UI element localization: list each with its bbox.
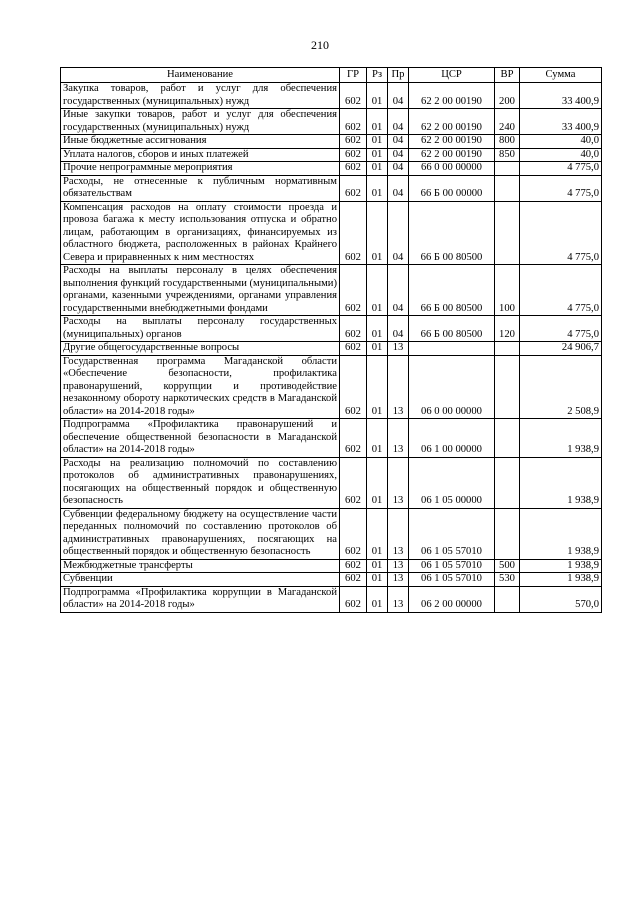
- cell-vr: 850: [495, 148, 520, 162]
- cell-sum: 24 906,7: [520, 342, 602, 356]
- cell-gr: 602: [340, 457, 367, 508]
- cell-csr: 06 1 00 00000: [409, 419, 495, 458]
- page-number: 210: [311, 38, 329, 52]
- cell-sum: 1 938,9: [520, 457, 602, 508]
- cell-pr: 04: [388, 175, 409, 201]
- cell-sum: 4 775,0: [520, 316, 602, 342]
- cell-sum: 4 775,0: [520, 175, 602, 201]
- cell-name: Расходы на выплаты персоналу в целях обеспечения выполнения функций государственными (муниципальными) органами, казенными учреждениями, органами управления государственными внебюджетными фондами: [61, 265, 340, 316]
- cell-csr: 66 Б 00 80500: [409, 316, 495, 342]
- cell-gr: 602: [340, 559, 367, 573]
- cell-sum: 1 938,9: [520, 508, 602, 559]
- cell-sum: 4 775,0: [520, 201, 602, 265]
- cell-vr: [495, 162, 520, 176]
- table-row: [61, 135, 602, 149]
- budget-table: [60, 67, 602, 613]
- cell-pr: 13: [388, 457, 409, 508]
- cell-gr: 602: [340, 265, 367, 316]
- table-row: [61, 457, 602, 508]
- cell-csr: 62 2 00 00190: [409, 83, 495, 109]
- cell-name: Расходы, не отнесенные к публичным нормативным обязательствам: [61, 175, 340, 201]
- cell-sum: 33 400,9: [520, 83, 602, 109]
- cell-vr: [495, 457, 520, 508]
- cell-vr: 500: [495, 559, 520, 573]
- cell-name: Уплата налогов, сборов и иных платежей: [61, 148, 340, 162]
- cell-vr: [495, 586, 520, 612]
- cell-rz: 01: [367, 265, 388, 316]
- cell-pr: 04: [388, 109, 409, 135]
- cell-rz: 01: [367, 419, 388, 458]
- cell-vr: 120: [495, 316, 520, 342]
- cell-pr: 13: [388, 342, 409, 356]
- cell-gr: 602: [340, 109, 367, 135]
- cell-name: Подпрограмма «Профилактика правонарушений и обеспечение общественной безопасности в Магаданской области» на 2014-2018 годы»: [61, 419, 340, 458]
- cell-rz: 01: [367, 586, 388, 612]
- cell-pr: 13: [388, 355, 409, 419]
- cell-csr: 06 1 05 57010: [409, 573, 495, 587]
- cell-sum: 4 775,0: [520, 265, 602, 316]
- cell-gr: 602: [340, 201, 367, 265]
- cell-gr: 602: [340, 175, 367, 201]
- cell-pr: 04: [388, 201, 409, 265]
- cell-sum: 2 508,9: [520, 355, 602, 419]
- cell-vr: 530: [495, 573, 520, 587]
- cell-csr: 66 0 00 00000: [409, 162, 495, 176]
- cell-gr: 602: [340, 355, 367, 419]
- cell-vr: [495, 342, 520, 356]
- cell-pr: 04: [388, 135, 409, 149]
- cell-gr: 602: [340, 573, 367, 587]
- cell-vr: [495, 355, 520, 419]
- cell-name: Государственная программа Магаданской области «Обеспечение безопасности, профилактика правонарушений, коррупции и противодействие незаконному обороту наркотических средств в Магаданской области» на 2014-2018 годы»: [61, 355, 340, 419]
- cell-csr: 66 Б 00 00000: [409, 175, 495, 201]
- cell-rz: 01: [367, 201, 388, 265]
- cell-pr: 04: [388, 265, 409, 316]
- table-row: [61, 419, 602, 458]
- table-row: [61, 109, 602, 135]
- cell-sum: 1 938,9: [520, 559, 602, 573]
- cell-rz: 01: [367, 559, 388, 573]
- table-row: [61, 265, 602, 316]
- cell-rz: 01: [367, 316, 388, 342]
- table-row: [61, 508, 602, 559]
- cell-csr: 06 1 05 00000: [409, 457, 495, 508]
- header-vr: ВР: [495, 68, 520, 83]
- table-row: [61, 586, 602, 612]
- cell-rz: 01: [367, 162, 388, 176]
- cell-name: Субвенции федеральному бюджету на осуществление части переданных полномочий по составлению протоколов об административных правонарушениях, посягающих на общественный порядок и общественную безопасность: [61, 508, 340, 559]
- cell-rz: 01: [367, 83, 388, 109]
- header-name: Наименование: [61, 68, 340, 83]
- table-row: [61, 201, 602, 265]
- cell-gr: 602: [340, 162, 367, 176]
- cell-pr: 04: [388, 148, 409, 162]
- header-sum: Сумма: [520, 68, 602, 83]
- cell-gr: 602: [340, 508, 367, 559]
- cell-sum: 1 938,9: [520, 419, 602, 458]
- cell-pr: 04: [388, 162, 409, 176]
- cell-pr: 13: [388, 559, 409, 573]
- cell-vr: 100: [495, 265, 520, 316]
- table-row: [61, 559, 602, 573]
- cell-pr: 13: [388, 573, 409, 587]
- cell-pr: 04: [388, 83, 409, 109]
- cell-name: Расходы на реализацию полномочий по составлению протоколов об административных правонарушениях, посягающих на общественный порядок и общественную безопасность: [61, 457, 340, 508]
- cell-gr: 602: [340, 342, 367, 356]
- cell-gr: 602: [340, 316, 367, 342]
- table-row: [61, 573, 602, 587]
- cell-sum: 40,0: [520, 135, 602, 149]
- header-rz: Рз: [367, 68, 388, 83]
- cell-vr: [495, 201, 520, 265]
- cell-name: Иные бюджетные ассигнования: [61, 135, 340, 149]
- table-row: [61, 355, 602, 419]
- cell-pr: 13: [388, 586, 409, 612]
- cell-name: Подпрограмма «Профилактика коррупции в Магаданской области» на 2014-2018 годы»: [61, 586, 340, 612]
- cell-csr: 06 1 05 57010: [409, 559, 495, 573]
- cell-vr: 200: [495, 83, 520, 109]
- header-pr: Пр: [388, 68, 409, 83]
- cell-gr: 602: [340, 148, 367, 162]
- cell-name: Прочие непрограммные мероприятия: [61, 162, 340, 176]
- cell-rz: 01: [367, 457, 388, 508]
- cell-gr: 602: [340, 83, 367, 109]
- cell-csr: 66 Б 00 80500: [409, 201, 495, 265]
- cell-name: Иные закупки товаров, работ и услуг для обеспечения государственных (муниципальных) нужд: [61, 109, 340, 135]
- table-row: [61, 148, 602, 162]
- table-row: [61, 83, 602, 109]
- table-row: [61, 175, 602, 201]
- cell-rz: 01: [367, 573, 388, 587]
- cell-rz: 01: [367, 508, 388, 559]
- table-row: [61, 316, 602, 342]
- cell-name: Субвенции: [61, 573, 340, 587]
- cell-sum: 33 400,9: [520, 109, 602, 135]
- cell-csr: 62 2 00 00190: [409, 135, 495, 149]
- cell-rz: 01: [367, 148, 388, 162]
- cell-sum: 4 775,0: [520, 162, 602, 176]
- cell-pr: 13: [388, 508, 409, 559]
- cell-pr: 13: [388, 419, 409, 458]
- header-csr: ЦСР: [409, 68, 495, 83]
- cell-gr: 602: [340, 586, 367, 612]
- table-row: [61, 162, 602, 176]
- cell-csr: 06 1 05 57010: [409, 508, 495, 559]
- cell-csr: 06 0 00 00000: [409, 355, 495, 419]
- cell-csr: 66 Б 00 80500: [409, 265, 495, 316]
- cell-name: Расходы на выплаты персоналу государственных (муниципальных) органов: [61, 316, 340, 342]
- cell-vr: 240: [495, 109, 520, 135]
- header-gr: ГР: [340, 68, 367, 83]
- cell-sum: 570,0: [520, 586, 602, 612]
- cell-vr: [495, 175, 520, 201]
- cell-csr: 06 2 00 00000: [409, 586, 495, 612]
- cell-rz: 01: [367, 175, 388, 201]
- header-row: [61, 68, 602, 83]
- table-row: [61, 342, 602, 356]
- cell-name: Межбюджетные трансферты: [61, 559, 340, 573]
- cell-vr: [495, 419, 520, 458]
- cell-vr: 800: [495, 135, 520, 149]
- cell-gr: 602: [340, 135, 367, 149]
- cell-rz: 01: [367, 355, 388, 419]
- cell-name: Закупка товаров, работ и услуг для обеспечения государственных (муниципальных) нужд: [61, 83, 340, 109]
- cell-vr: [495, 508, 520, 559]
- cell-gr: 602: [340, 419, 367, 458]
- cell-csr: 62 2 00 00190: [409, 109, 495, 135]
- cell-csr: 62 2 00 00190: [409, 148, 495, 162]
- cell-pr: 04: [388, 316, 409, 342]
- cell-sum: 40,0: [520, 148, 602, 162]
- cell-sum: 1 938,9: [520, 573, 602, 587]
- cell-rz: 01: [367, 342, 388, 356]
- cell-name: Другие общегосударственные вопросы: [61, 342, 340, 356]
- cell-rz: 01: [367, 109, 388, 135]
- cell-name: Компенсация расходов на оплату стоимости проезда и провоза багажа к месту использования отпуска и обратно лицам, работающим в организациях, финансируемых из областного бюджета, расположенных в районах Крайнего Севера и приравненных к ним местностях: [61, 201, 340, 265]
- cell-csr: [409, 342, 495, 356]
- cell-rz: 01: [367, 135, 388, 149]
